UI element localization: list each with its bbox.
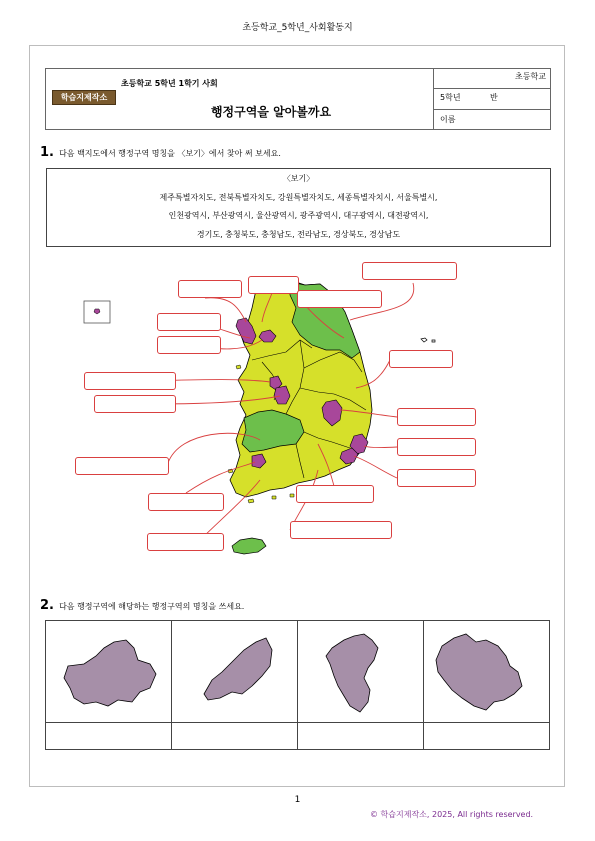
answer-box-gangwon[interactable] — [362, 262, 457, 280]
bogi-line: 경기도, 충청북도, 충청남도, 전라남도, 경상북도, 경상남도 — [196, 230, 401, 239]
question-2 — [40, 594, 244, 613]
copyright-notice: © 학습지제작소, 2025, All rights reserved. — [370, 810, 534, 819]
shape-busan — [204, 638, 272, 700]
answer-box-jeju[interactable] — [290, 521, 392, 539]
shape-sejong — [326, 634, 378, 712]
question-text: 다음 행정구역에 해당하는 행정구역의 명칭을 쓰세요. — [59, 602, 245, 611]
answer-box-gyeongbuk[interactable] — [389, 350, 453, 368]
header-divider — [433, 68, 434, 130]
answer-box-daegu[interactable] — [397, 408, 476, 426]
question-number: 2. — [40, 598, 54, 613]
answer-box-gyeongnam[interactable] — [296, 485, 374, 503]
logo — [52, 90, 116, 105]
answer-box-seoul[interactable] — [248, 276, 299, 294]
grade-field[interactable]: 5학년 — [440, 93, 461, 102]
document-title: 초등학교_5학년_사회활동지 — [242, 23, 353, 33]
page-number: 1 — [294, 795, 301, 805]
header-row-divider — [433, 88, 551, 89]
answer-box-gwangju[interactable] — [148, 493, 224, 511]
answer-box-gyeonggi[interactable] — [157, 313, 221, 331]
question-text: 다음 백지도에서 행정구역 명칭을 〈보기〉에서 찾아 써 보세요. — [59, 149, 281, 158]
bogi-line: 인천광역시, 부산광역시, 울산광역시, 광주광역시, 대구광역시, 대전광역시, — [168, 211, 429, 220]
table-divider — [45, 722, 550, 723]
header-row-divider — [433, 109, 551, 110]
question-number: 1. — [40, 145, 54, 160]
answer-box-busan[interactable] — [397, 469, 476, 487]
logo-text: 학습지제작소 — [60, 93, 108, 102]
bogi-line: 제주특별자치도, 전북특별자치도, 강원특별자치도, 세종특별자치시, 서울특별시, — [159, 193, 438, 202]
answer-box-jeonbuk[interactable] — [75, 457, 169, 475]
answer-box-sejong[interactable] — [84, 372, 176, 390]
answer-box-chungbuk[interactable] — [297, 290, 382, 308]
name-field[interactable]: 이름 — [440, 115, 456, 124]
topic-title: 행정구역을 알아볼까요 — [210, 105, 332, 119]
answer-box-metro[interactable] — [157, 336, 221, 354]
class-field[interactable]: 반 — [490, 93, 498, 102]
course-label: 초등학교 5학년 1학기 사회 — [121, 79, 218, 88]
answer-box-jeonnam[interactable] — [147, 533, 224, 551]
shape-seoul — [64, 640, 156, 706]
jeju-region — [232, 538, 266, 554]
question-1 — [40, 141, 281, 160]
answer-box-ulsan[interactable] — [397, 438, 476, 456]
region-shapes — [45, 620, 550, 722]
answer-box-incheon[interactable] — [178, 280, 242, 298]
bogi-title: 〈보기〉 — [282, 174, 315, 183]
answer-box-daejeon[interactable] — [94, 395, 176, 413]
school-field[interactable]: 초등학교 — [515, 72, 546, 81]
shape-daejeon — [436, 634, 522, 710]
